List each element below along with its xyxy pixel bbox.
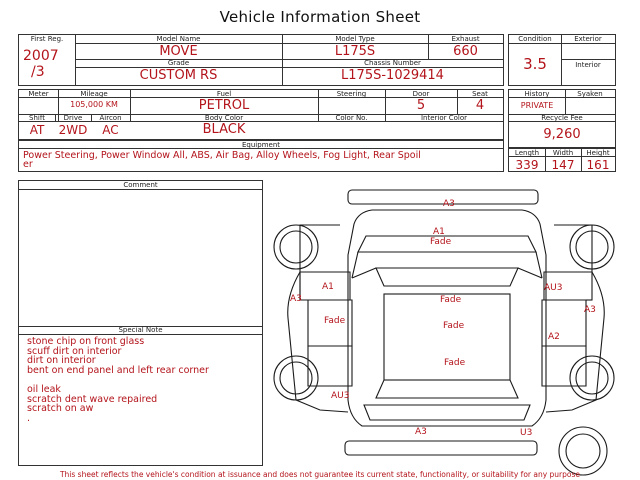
- mileage-value: 105,000 KM: [70, 100, 118, 109]
- equipment-line-2: er: [23, 159, 33, 170]
- interior-color-label: Interior Color: [420, 114, 468, 122]
- model-type-label: Model Type: [335, 35, 375, 43]
- rear-bumper: [345, 441, 537, 455]
- history-value: PRIVATE: [520, 101, 554, 110]
- damage-mark: Fade: [430, 237, 452, 247]
- special-note-line: bent on end panel and left rear corner: [27, 364, 209, 376]
- chassis-number-value: L175S-1029414: [341, 68, 444, 83]
- damage-mark: U3: [520, 428, 533, 438]
- special-note-line: scuff dirt on interior: [27, 345, 122, 357]
- first-reg-month: /3: [31, 64, 45, 80]
- sheet-title: Vehicle Information Sheet: [219, 8, 421, 26]
- damage-mark: Fade: [324, 316, 346, 326]
- width-value: 147: [551, 158, 575, 172]
- mileage-label: Mileage: [80, 90, 108, 98]
- door-label: Door: [412, 90, 430, 98]
- length-value: 339: [515, 158, 539, 172]
- width-label: Width: [552, 149, 574, 157]
- height-label: Height: [586, 149, 610, 157]
- damage-mark: A1: [433, 227, 445, 237]
- grade-value: CUSTOM RS: [139, 68, 218, 83]
- recycle-fee-label: Recycle Fee: [541, 114, 583, 122]
- special-note-line: scratch dent wave repaired: [27, 393, 158, 405]
- damage-mark: A1: [322, 282, 334, 292]
- body-color-label: Body Color: [204, 114, 244, 122]
- damage-mark: Fade: [440, 295, 462, 305]
- damage-mark: AU3: [331, 391, 350, 401]
- aircon-label: Aircon: [99, 114, 122, 122]
- condition-label: Condition: [518, 35, 552, 43]
- equipment-label: Equipment: [242, 141, 280, 149]
- meter-label: Meter: [28, 90, 49, 98]
- body-color-value: BLACK: [202, 122, 246, 137]
- right-rear-door: [542, 346, 586, 386]
- special-note-line: .: [27, 412, 31, 424]
- damage-mark: A3: [415, 427, 427, 437]
- first-reg-year: 2007: [23, 48, 59, 64]
- model-type-value: L175S: [334, 44, 376, 59]
- first-reg-label: First Reg.: [30, 35, 64, 43]
- exhaust-label: Exhaust: [451, 35, 480, 43]
- comment-label: Comment: [123, 181, 158, 189]
- equipment-line-1: Power Steering, Power Window All, ABS, Air Bag, Alloy Wheels, Fog Light, Rear Spoil: [23, 150, 421, 161]
- chassis-number-label: Chassis Number: [364, 59, 421, 67]
- damage-mark: A3: [290, 294, 302, 304]
- steering-label: Steering: [336, 90, 367, 98]
- damage-mark: A3: [584, 305, 596, 315]
- special-note-line: dirt on interior: [27, 355, 96, 367]
- recycle-fee-value: 9,260: [543, 127, 581, 142]
- model-name-value: MOVE: [159, 44, 198, 59]
- fuel-value: PETROL: [198, 98, 250, 113]
- special-note-label: Special Note: [118, 326, 163, 334]
- drive-label: Drive: [63, 114, 83, 122]
- length-label: Length: [514, 149, 540, 157]
- damage-mark: Fade: [444, 358, 466, 368]
- grade-label: Grade: [167, 59, 190, 67]
- drive-value: 2WD: [58, 123, 88, 137]
- damage-mark: AU3: [544, 283, 563, 293]
- front-glass: [376, 268, 518, 286]
- rear-left-wheel: [274, 356, 318, 400]
- door-value: 5: [416, 98, 426, 113]
- damage-mark: A3: [443, 199, 455, 209]
- height-value: 161: [586, 158, 610, 172]
- special-note-line: oil leak: [27, 383, 61, 395]
- shift-label: Shift: [29, 114, 45, 122]
- damage-mark: Fade: [443, 321, 465, 331]
- damage-mark: A2: [548, 332, 560, 342]
- model-name-label: Model Name: [156, 35, 201, 43]
- front-left-wheel: [274, 225, 318, 269]
- interior-label: Interior: [575, 61, 601, 69]
- special-note-line: scratch on aw: [27, 403, 94, 415]
- rear-panel: [364, 405, 530, 420]
- aircon-value: AC: [102, 123, 119, 137]
- condition-value: 3.5: [523, 55, 547, 73]
- fuel-label: Fuel: [216, 90, 232, 98]
- seat-value: 4: [475, 98, 485, 113]
- special-note-line: stone chip on front glass: [27, 336, 145, 347]
- seat-label: Seat: [472, 90, 488, 98]
- color-no-label: Color No.: [335, 114, 368, 122]
- exhaust-value: 660: [453, 44, 478, 59]
- disclaimer-footer: This sheet reflects the vehicle's condition at issuance and does not guarantee its current state, functionality, or suitability for any purpose: [59, 470, 581, 479]
- syaken-label: Syaken: [577, 90, 603, 98]
- exterior-label: Exterior: [574, 35, 602, 43]
- rear-right-wheel: [570, 356, 614, 400]
- history-label: History: [524, 90, 550, 98]
- shift-value: AT: [29, 123, 45, 137]
- rear-glass: [376, 380, 518, 398]
